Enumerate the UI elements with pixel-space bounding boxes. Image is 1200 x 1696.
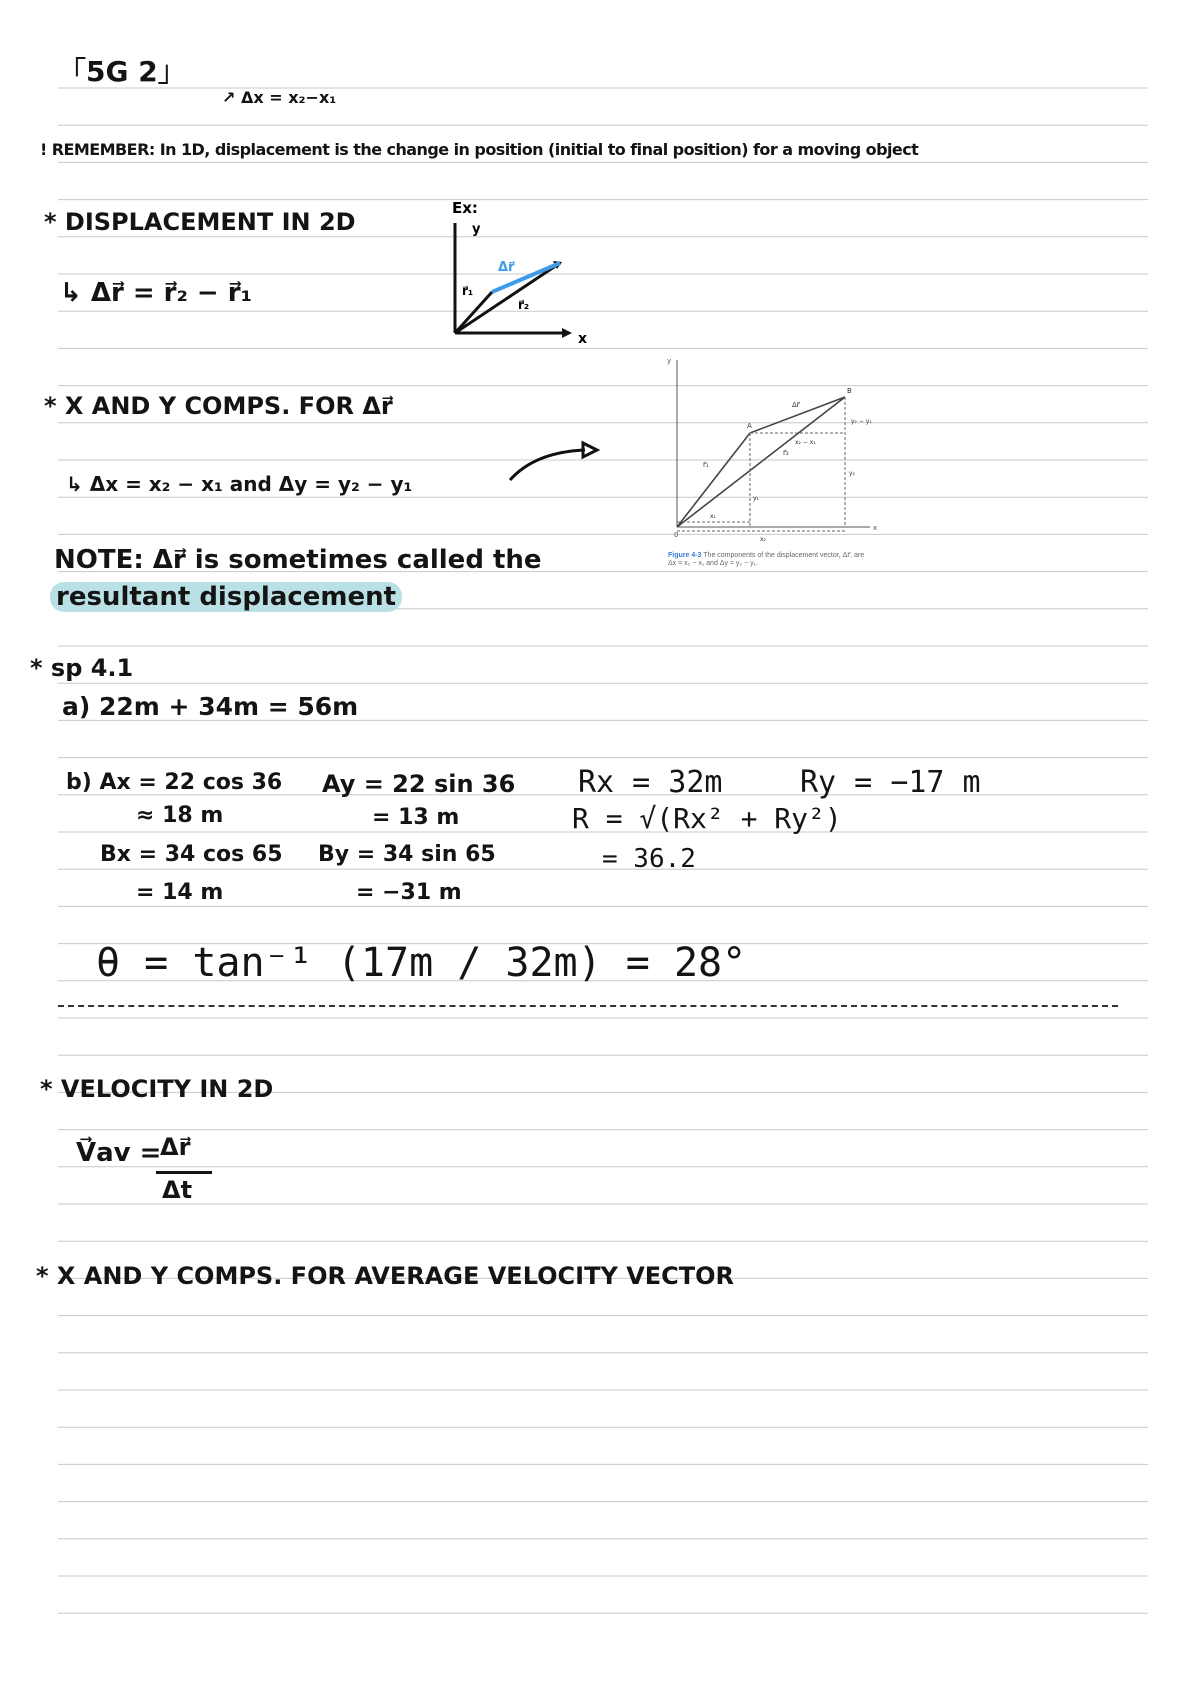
- resultant-highlight: resultant displacement: [50, 582, 402, 612]
- figure-label-y2: y₂: [849, 470, 855, 477]
- component-bx-value: = 14 m: [136, 880, 224, 905]
- figure-point-b: B: [847, 387, 852, 395]
- resultant-rx: Rx = 32m: [578, 765, 723, 800]
- velocity-heading: * VELOCITY IN 2D: [40, 1075, 274, 1103]
- figure-label-x2: x₂: [760, 536, 766, 543]
- component-ax: b) Ax = 22 cos 36: [66, 770, 283, 795]
- figure-label-dr: Δr⃗: [792, 401, 800, 409]
- figure-axis-x: x: [873, 524, 878, 532]
- component-ax-value: ≈ 18 m: [136, 803, 224, 828]
- resultant-ry: Ry = −17 m: [800, 765, 981, 800]
- component-by: By = 34 sin 65: [318, 842, 496, 867]
- figure-caption-bold: Figure 4-3: [668, 552, 702, 559]
- figure-label-r1: r⃗₁: [703, 461, 709, 469]
- displacement-heading: * DISPLACEMENT IN 2D: [44, 208, 356, 236]
- velocity-lhs: V⃗av =: [76, 1138, 162, 1168]
- component-by-value: = −31 m: [356, 880, 462, 905]
- sample-problem-heading: * sp 4.1: [30, 654, 134, 682]
- figure-label-dx: x₂ − x₁: [795, 439, 816, 446]
- header-note: ↗ Δx = x₂−x₁: [222, 88, 337, 107]
- figure-label-y1: y₁: [753, 495, 759, 502]
- sample-problem-part-a: a) 22m + 34m = 56m: [62, 692, 359, 721]
- resultant-magnitude-formula: R = √(Rx² + Ry²): [572, 802, 842, 835]
- sketch-axis-y: y: [472, 222, 481, 237]
- sketch-label-r1: r⃗₁: [462, 284, 474, 298]
- figure-caption: [668, 551, 864, 559]
- example-sketch: [440, 195, 610, 350]
- note-line: NOTE: Δr⃗ is sometimes called the: [54, 545, 542, 575]
- components-formula: ↳ Δx = x₂ − x₁ and Δy = y₂ − y₁: [66, 472, 413, 496]
- velocity-numerator: Δr⃗: [160, 1133, 191, 1161]
- remember-note: ! REMEMBER: In 1D, displacement is the change in position (initial to final position) for a moving object: [40, 140, 919, 159]
- component-ay-value: = 13 m: [372, 805, 460, 830]
- components-heading: * X AND Y COMPS. FOR Δr⃗: [44, 392, 393, 420]
- velocity-fraction-bar: [156, 1171, 212, 1174]
- textbook-figure: [665, 355, 900, 560]
- component-ay: Ay = 22 sin 36: [322, 770, 516, 798]
- angle-equation: θ = tan⁻¹ (17m / 32m) = 28°: [96, 940, 747, 986]
- velocity-components-heading: * X AND Y COMPS. FOR AVERAGE VELOCITY VECTOR: [36, 1262, 735, 1290]
- page-header: 「5G 2」: [58, 55, 186, 88]
- sketch-label-r2: r⃗₂: [518, 298, 530, 312]
- sketch-label-dr: Δr⃗: [498, 260, 515, 275]
- example-label: Ex:: [452, 199, 478, 217]
- figure-origin: 0: [674, 531, 679, 539]
- figure-label-dy: y₂ − y₁: [851, 418, 872, 425]
- displacement-formula: ↳ Δr⃗ = r⃗₂ − r⃗₁: [60, 278, 252, 308]
- sketch-axis-x: x: [578, 331, 588, 347]
- resultant-magnitude-value: = 36.2: [602, 844, 696, 874]
- figure-label-x1: x₁: [710, 513, 716, 520]
- component-bx: Bx = 34 cos 65: [100, 842, 283, 867]
- figure-label-r2: r⃗₂: [783, 449, 789, 457]
- curved-arrow: [505, 438, 605, 488]
- figure-caption-line2: Δx = x₂ − x₁ and Δy = y₂ − y₁.: [668, 560, 758, 567]
- figure-point-a: A: [747, 422, 752, 430]
- section-divider: [58, 1005, 1118, 1007]
- velocity-denominator: Δt: [162, 1176, 193, 1204]
- figure-axis-y: y: [667, 357, 672, 365]
- figure-caption-text: The components of the displacement vector, Δr⃗, are: [701, 552, 865, 559]
